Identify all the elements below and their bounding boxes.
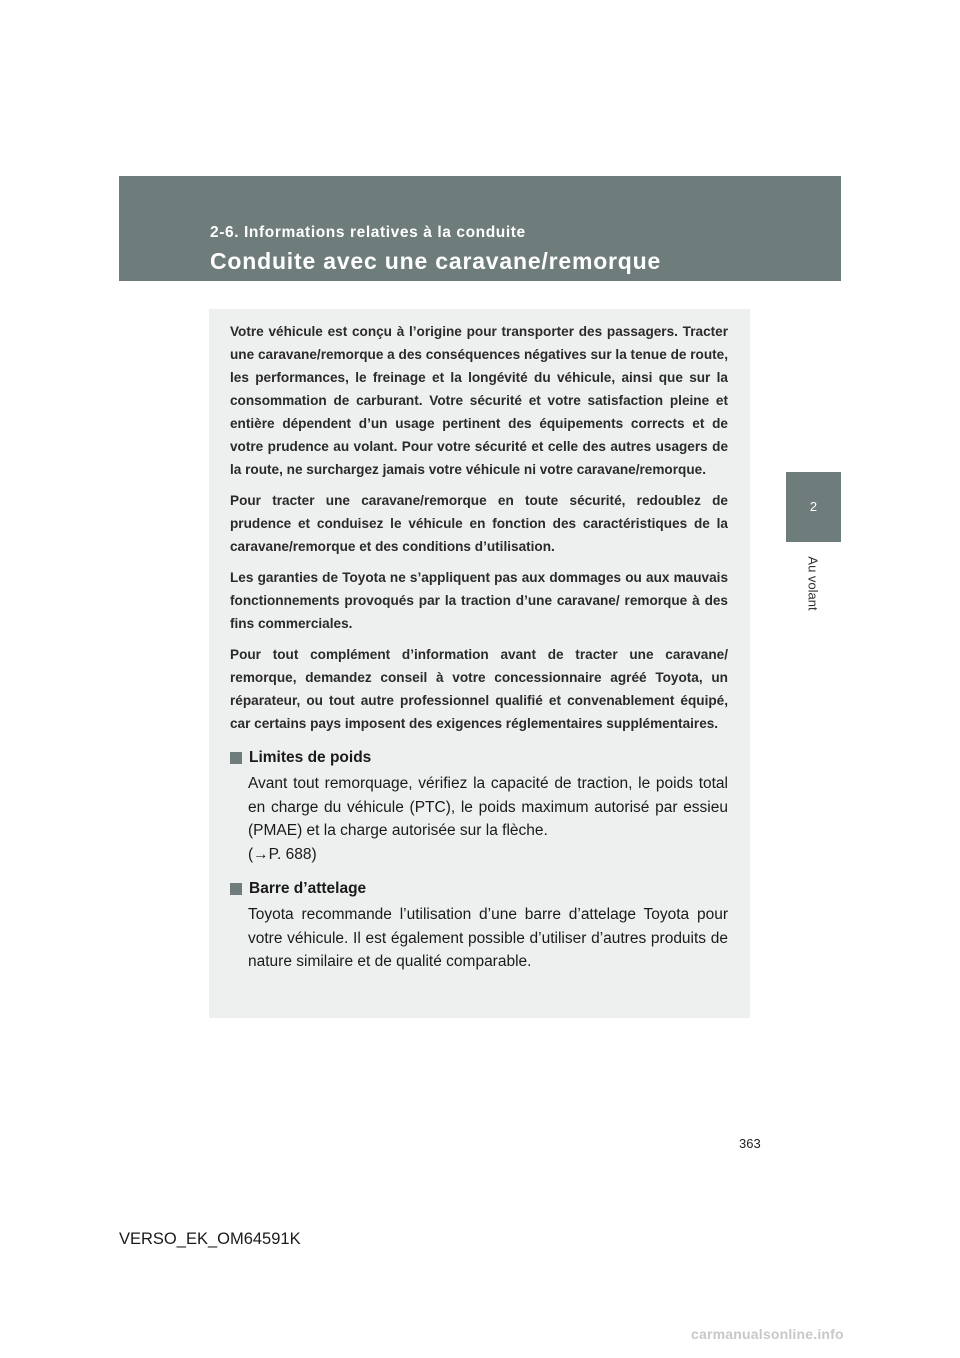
square-bullet-icon bbox=[230, 752, 242, 764]
section-heading-text: Limites de poids bbox=[249, 749, 372, 766]
content-box bbox=[209, 309, 750, 1018]
document-code: VERSO_EK_OM64591K bbox=[119, 1230, 301, 1248]
section-tow-bar bbox=[230, 878, 728, 974]
section-heading bbox=[230, 747, 728, 769]
section-heading bbox=[230, 878, 728, 900]
section-weight-limits bbox=[230, 747, 728, 866]
section-body-text: Toyota recommande l’utilisation d’une barre d’attelage Toyota pour votre véhicule. Il est également possible d’utiliser d’autres produits de nature similaire et de qualité comparable. bbox=[248, 906, 728, 970]
chapter-tab-caption bbox=[786, 552, 841, 614]
chapter-header bbox=[119, 176, 841, 281]
page-title: Conduite avec une caravane/remorque bbox=[210, 248, 662, 274]
section-heading-text: Barre d’attelage bbox=[249, 880, 367, 897]
intro-paragraph: Votre véhicule est conçu à l’origine pour transporter des passagers. Tracter une caravane/remorque a des conséquences négatives sur la tenue de route, les performances, le freinage et la longévité du véhicule, ainsi que sur la consommation de carburant. Votre sécurité et votre satisfaction pleine et entière dépendent d’un usage pertinent des équipements corrects et de votre prudence au volant. Pour votre sécurité et celle des autres usagers de la route, ne surchargez jamais votre véhicule ni votre caravane/remorque. bbox=[230, 324, 728, 477]
chapter-tab-caption-text: Au volant bbox=[805, 555, 821, 611]
section-body-text: Avant tout remorquage, vérifiez la capacité de traction, le poids total en charge du véhicule (PTC), le poids maximum autorisé par essieu (PMAE) et la charge autorisée sur la flèche. bbox=[248, 775, 728, 839]
page-number: 363 bbox=[739, 1136, 761, 1151]
intro-paragraph: Pour tracter une caravane/remorque en toute sécurité, redoublez de prudence et conduisez le véhicule en fonction des caractéristiques de la caravane/remorque et des conditions d’utilisation. bbox=[230, 493, 728, 554]
section-label: 2-6. Informations relatives à la conduite bbox=[210, 224, 526, 241]
section-body bbox=[230, 903, 728, 974]
square-bullet-icon bbox=[230, 883, 242, 895]
page-reference-link[interactable]: (→P. 688) bbox=[248, 845, 317, 863]
watermark: carmanualsonline.info bbox=[691, 1326, 844, 1342]
section-body bbox=[230, 772, 728, 866]
intro-paragraph: Les garanties de Toyota ne s’appliquent pas aux dommages ou aux mauvais fonctionnements provoqués par la traction d’une caravane/ remorque à des fins commerciales. bbox=[230, 570, 728, 631]
chapter-tab[interactable]: 2 bbox=[786, 472, 841, 542]
intro-paragraph: Pour tout complément d’information avant de tracter une caravane/ remorque, demandez conseil à votre concessionnaire agréé Toyota, un réparateur, ou tout autre professionnel qualifié et convenablement équipé, car certains pays imposent des exigences réglementaires supplémentaires. bbox=[230, 647, 728, 731]
